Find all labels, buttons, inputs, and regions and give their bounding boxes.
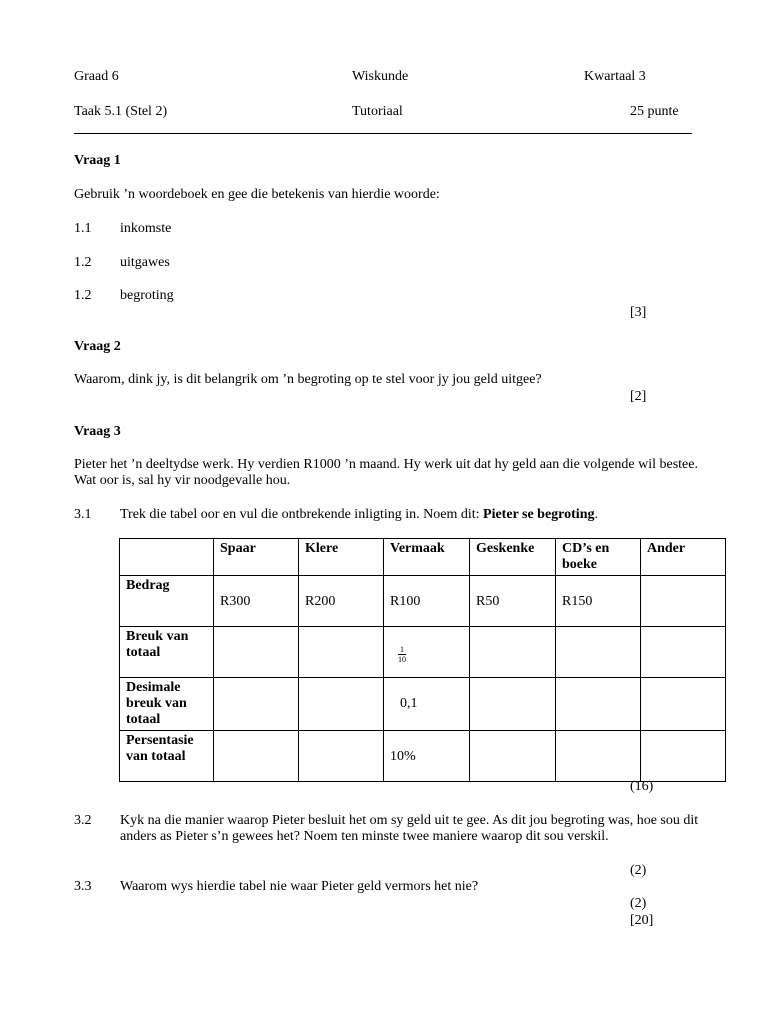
answer-cell <box>470 627 556 678</box>
decimal-cell: 0,1 <box>384 678 470 731</box>
column-header: Vermaak <box>384 539 470 576</box>
table-row <box>120 678 726 731</box>
answer-cell <box>470 678 556 731</box>
table-row <box>120 731 726 782</box>
answer-cell <box>214 731 299 782</box>
column-header: Geskenke <box>470 539 556 576</box>
question-2-text: Waarom, dink jy, is dit belangrik om ’n begroting op te stel voor jy jou geld uitgee? <box>74 372 542 387</box>
table-header-row <box>120 539 726 576</box>
answer-cell <box>641 627 726 678</box>
answer-cell <box>641 731 726 782</box>
q3-2-text: Kyk na die manier waarop Pieter besluit het om sy geld uit te gee. As dit jou begroting was, hoe sou dit anders as Pieter s’n gewees het? Noem ten minste twee maniere waarop dit sou verskil. <box>120 813 699 844</box>
amount-cell: R300 <box>214 576 299 627</box>
answer-cell <box>556 627 641 678</box>
answer-cell <box>556 731 641 782</box>
q1-item-number: 1.2 <box>74 288 92 303</box>
q3-2-marks: (2) <box>630 863 647 878</box>
question-3-total: [20] <box>630 913 654 928</box>
q1-item-text: inkomste <box>120 221 172 236</box>
q3-3-marks: (2) <box>630 896 647 911</box>
q1-item-text: begroting <box>120 288 174 303</box>
fraction-numerator: 1 <box>400 645 404 654</box>
q3-1-marks: (16) <box>630 779 654 794</box>
table-row <box>120 576 726 627</box>
answer-cell <box>299 731 384 782</box>
question-2-title: Vraag 2 <box>74 339 121 354</box>
table-corner-cell <box>120 539 214 576</box>
fraction <box>398 645 406 664</box>
subject-label: Wiskunde <box>352 69 409 84</box>
header-divider <box>74 133 692 134</box>
column-header: CD’s en boeke <box>556 539 641 576</box>
column-header: Spaar <box>214 539 299 576</box>
grade-label: Graad 6 <box>74 69 119 84</box>
amount-cell: R200 <box>299 576 384 627</box>
table-row <box>120 627 726 678</box>
q1-item-number: 1.2 <box>74 255 92 270</box>
question-1-title: Vraag 1 <box>74 153 121 168</box>
answer-cell <box>641 678 726 731</box>
term-label: Kwartaal 3 <box>584 69 646 84</box>
row-label: Bedrag <box>120 576 214 627</box>
budget-table <box>119 538 726 782</box>
q3-3-number: 3.3 <box>74 879 92 894</box>
task-label: Taak 5.1 (Stel 2) <box>74 104 168 119</box>
amount-cell: R50 <box>470 576 556 627</box>
q1-item-text: uitgawes <box>120 255 170 270</box>
answer-cell <box>214 627 299 678</box>
row-label: Breuk van totaal <box>120 627 214 678</box>
question-3-intro: Pieter het ’n deeltydse werk. Hy verdien R1000 ’n maand. Hy werk uit dat hy geld aan die volgende wil bestee. Wat oor is, sal hy vir noodgevalle hou. <box>74 457 698 488</box>
q1-item-number: 1.1 <box>74 221 92 236</box>
answer-cell <box>470 731 556 782</box>
fraction-denominator: 10 <box>398 655 406 664</box>
answer-cell <box>299 678 384 731</box>
q3-1-instruction: Trek die tabel oor en vul die ontbrekende inligting in. Noem dit: <box>120 507 484 522</box>
amount-cell <box>641 576 726 627</box>
points-label: 25 punte <box>630 104 679 119</box>
fraction-cell <box>384 627 470 678</box>
question-3-title: Vraag 3 <box>74 424 121 439</box>
answer-cell <box>214 678 299 731</box>
column-header: Klere <box>299 539 384 576</box>
type-label: Tutoriaal <box>352 104 403 119</box>
q3-1-text <box>120 507 598 523</box>
answer-cell <box>556 678 641 731</box>
percent-cell: 10% <box>384 731 470 782</box>
question-1-intro: Gebruik ’n woordeboek en gee die betekenis van hierdie woorde: <box>74 187 440 202</box>
answer-cell <box>299 627 384 678</box>
question-1-marks: [3] <box>630 305 647 320</box>
amount-cell: R100 <box>384 576 470 627</box>
q3-2-number: 3.2 <box>74 813 92 828</box>
amount-cell: R150 <box>556 576 641 627</box>
q3-1-table-title: Pieter se begroting <box>483 507 595 522</box>
q3-1-period: . <box>594 507 598 522</box>
q3-1-number: 3.1 <box>74 507 92 522</box>
column-header: Ander <box>641 539 726 576</box>
q3-3-text: Waarom wys hierdie tabel nie waar Pieter geld vermors het nie? <box>120 879 479 894</box>
row-label: Desimale breuk van totaal <box>120 678 214 731</box>
question-2-marks: [2] <box>630 389 647 404</box>
row-label: Persentasie van totaal <box>120 731 214 782</box>
